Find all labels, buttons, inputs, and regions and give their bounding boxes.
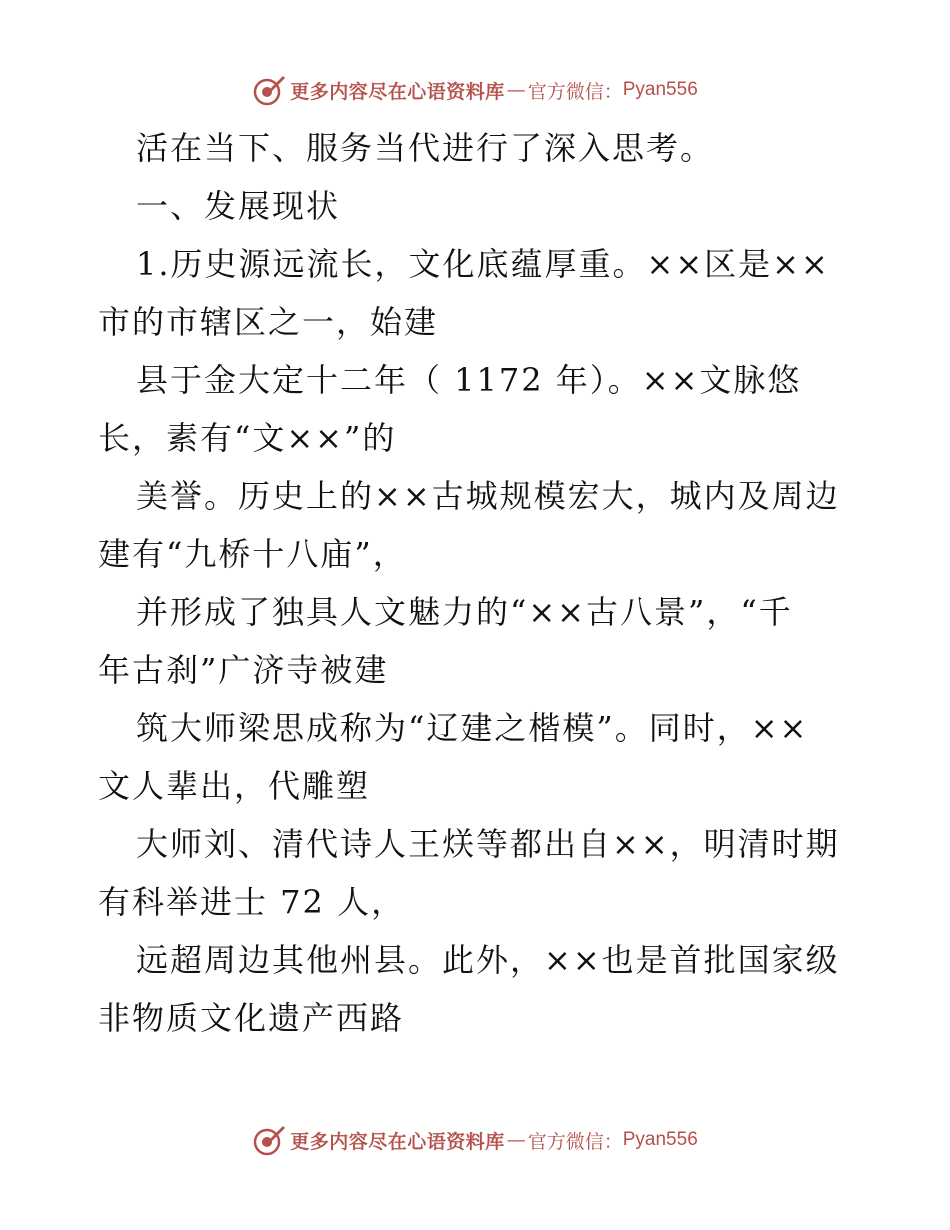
header-banner <box>0 70 950 110</box>
body-line: 远超周边其他州县。此外，××也是首批国家级 <box>136 941 840 979</box>
header-title: 更多内容尽在心语资料库 <box>290 80 505 103</box>
body-line: 建有“九桥十八庙”， <box>98 535 407 573</box>
body-line: 活在当下、服务当代进行了深入思考。 <box>136 129 715 167</box>
pen-logo-icon <box>252 1123 286 1157</box>
footer-dash: — <box>506 1129 526 1151</box>
pen-logo-icon <box>252 73 286 107</box>
section-heading: 一、发展现状 <box>136 187 341 225</box>
body-line: 非物质文化遗产西路 <box>98 999 405 1037</box>
body-line: 有科举进士 72 人， <box>98 883 406 921</box>
header-wechat-id: Pyan556 <box>622 79 698 100</box>
footer-wechat-label: 官方微信： <box>527 1130 623 1153</box>
body-line: 市的市辖区之一，始建 <box>98 303 439 341</box>
body-line: 筑大师梁思成称为“辽建之楷模”。同时，×× <box>136 709 809 747</box>
body-line: 美誉。历史上的××古城规模宏大，城内及周边 <box>136 477 840 515</box>
header-wechat-label: 官方微信： <box>527 80 623 103</box>
footer-wechat-id: Pyan556 <box>622 1129 698 1150</box>
body-line: 县于金大定十二年（ 1172 年）。××文脉悠 <box>136 361 802 399</box>
body-line: 长，素有“文××”的 <box>98 419 397 457</box>
footer-banner <box>0 1120 950 1160</box>
body-line: 1.历史源远流长，文化底蕴厚重。××区是×× <box>136 245 830 283</box>
body-line: 大师刘、清代诗人王烪等都出自××，明清时期 <box>136 825 840 863</box>
body-line: 年古刹”广济寺被建 <box>98 651 389 689</box>
body-line: 并形成了独具人文魅力的“××古八景”，“千 <box>136 593 793 631</box>
body-line: 文人辈出，代雕塑 <box>98 767 371 805</box>
header-dash: — <box>506 79 526 101</box>
footer-title: 更多内容尽在心语资料库 <box>290 1130 505 1153</box>
